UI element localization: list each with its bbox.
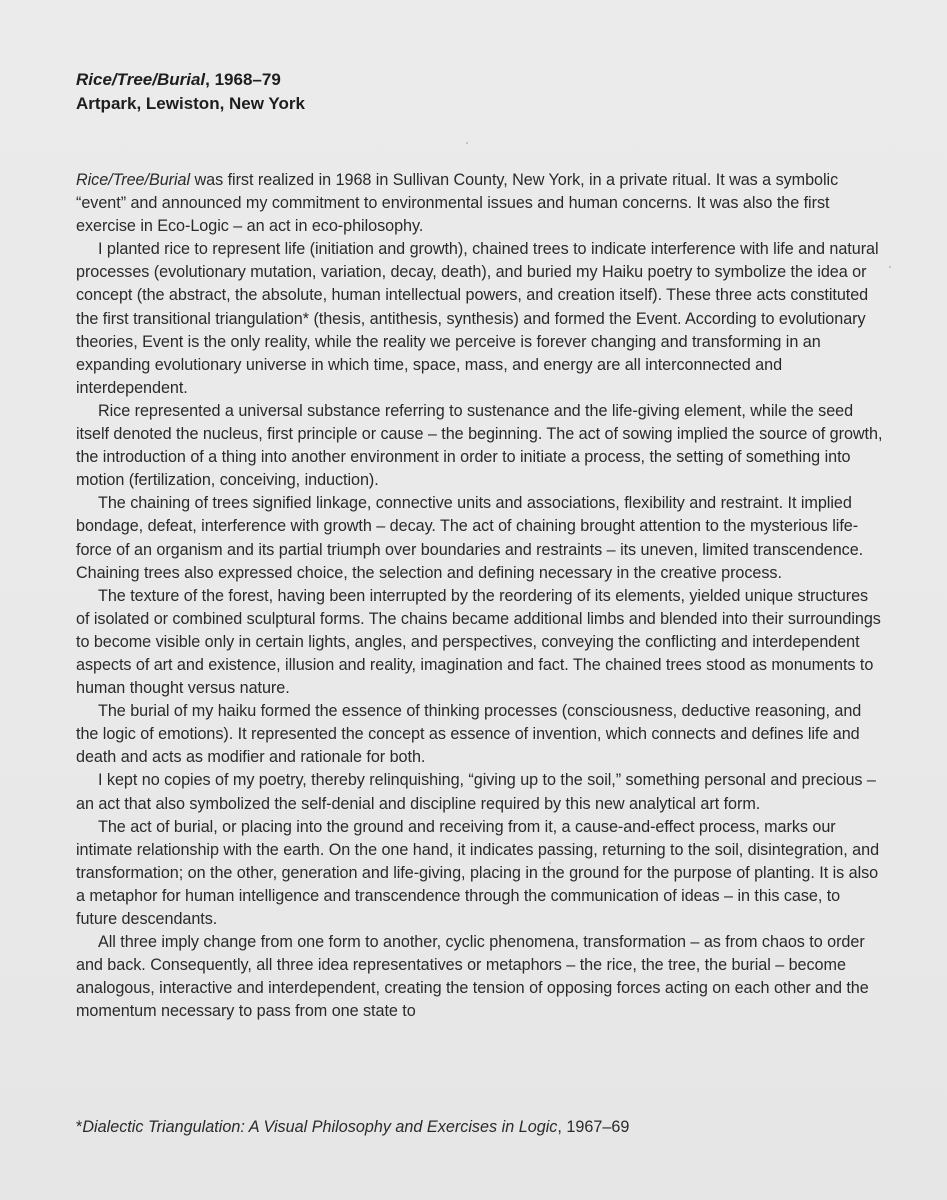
paragraph-9: All three imply change from one form to another, cyclic phenomena, transformation – as from chaos to order and back. Consequently, all three idea representatives or metaphors – the rice, the tree, the burial – become analogous, interactive and interdependent, creating the tension of opposing forces acting on each other and the momentum necessary to pass from one state to xyxy=(76,933,869,1021)
paper-speck xyxy=(549,862,551,864)
paragraph-5: The texture of the forest, having been interrupted by the reordering of its elements, yielded unique structures of isolated or combined sculptural forms. The chains became additional limbs and blended into their surroundings to become visible only in certain lights, angles, and perspectives, conveying the conflicting and interdependent aspects of art and existence, illusion and reality, imagination and fact. The chained trees stood as monuments to human thought versus nature. xyxy=(76,586,881,698)
footnote-marker: * xyxy=(76,1118,83,1136)
paper-speck xyxy=(889,266,891,268)
paragraph-7: I kept no copies of my poetry, thereby relinquishing, “giving up to the soil,” something personal and precious – an act that also symbolized the self-denial and discipline required by this new analytical art form. xyxy=(76,771,876,813)
artwork-location: Artpark, Lewiston, New York xyxy=(76,94,305,113)
header xyxy=(76,68,883,116)
artwork-years: , 1968–79 xyxy=(205,70,281,89)
footnote xyxy=(76,1116,629,1138)
paragraph-8: The act of burial, or placing into the ground and receiving from it, a cause-and-effect process, marks our intimate relationship with the earth. On the one hand, it indicates passing, returning to the soil, disintegration, and transformation; on the other, generation and life-giving, placing in the ground for the purpose of planting. It is also a metaphor for human intelligence and transcendence through the communication of ideas – in this case, to future descendants. xyxy=(76,817,880,928)
footnote-title: Dialectic Triangulation: A Visual Philosophy and Exercises in Logic xyxy=(82,1118,558,1136)
paragraph-2: I planted rice to represent life (initiation and growth), chained trees to indicate interference with life and natural processes (evolutionary mutation, variation, decay, death), and buried my Haiku poetry to symbolize the idea or concept (the abstract, the absolute, human intellectual powers, and creation itself). These three acts constituted the first transitional triangulation* (thesis, antithesis, synthesis) and formed the Event. According to evolutionary theories, Event is the only reality, while the reality we perceive is forever changing and transforming in an expanding evolutionary universe in which time, space, mass, and energy are all interconnected and interdependent. xyxy=(76,240,879,397)
paragraph-1-text: was first realized in 1968 in Sullivan County, New York, in a private ritual. It was a symbolic “event” and announced my commitment to environmental issues and human concerns. It was also the first exercise in Eco-Logic – an act in eco-philosophy. xyxy=(76,171,839,236)
paragraph-1-lead: Rice/Tree/Burial xyxy=(76,171,191,189)
paragraph-1 xyxy=(76,169,883,238)
artwork-title: Rice/Tree/Burial xyxy=(76,70,206,89)
paper-speck xyxy=(466,142,468,144)
paragraph-3: Rice represented a universal substance referring to sustenance and the life-giving element, while the seed itself denoted the nucleus, first principle or cause – the beginning. The act of sowing implied the source of growth, the introduction of a thing into another environment in order to initiate a process, the setting of something into motion (fertilization, conceiving, induction). xyxy=(76,401,883,490)
footnote-years: , 1967–69 xyxy=(557,1118,630,1136)
body-text xyxy=(76,169,883,1023)
artwork-title-line xyxy=(76,68,883,92)
paragraph-6: The burial of my haiku formed the essence of thinking processes (consciousness, deductive reasoning, and the logic of emotions). It represented the concept as essence of invention, which connects and defines life and death and acts as modifier and rationale for both. xyxy=(76,702,862,767)
paragraph-4: The chaining of trees signified linkage, connective units and associations, flexibility and restraint. It implied bondage, defeat, interference with growth – decay. The act of chaining brought attention to the mysterious life-force of an organism and its partial triumph over boundaries and restraints – its uneven, limited transcendence. Chaining trees also expressed choice, the selection and defining necessary in the creative process. xyxy=(76,494,864,582)
